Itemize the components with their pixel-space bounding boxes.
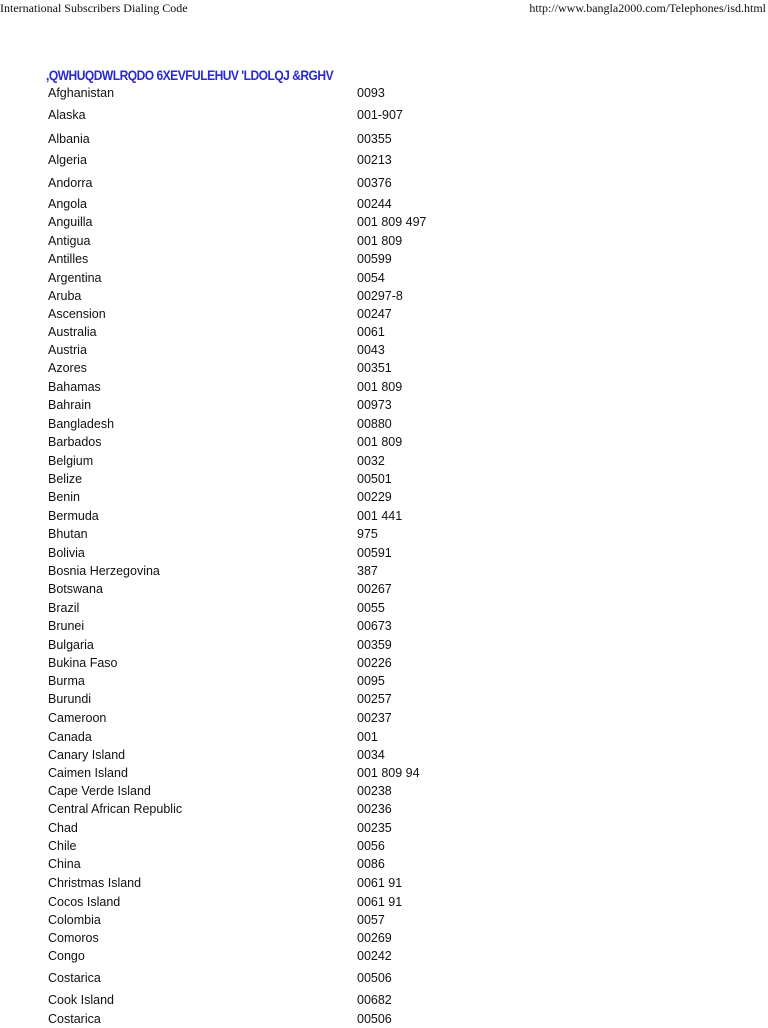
country-name: Angola [48,197,87,211]
table-row [0,305,768,323]
table-row [0,911,768,929]
dialing-code: 0061 91 [357,876,403,890]
table-row [0,195,768,213]
dialing-code: 00257 [357,692,392,706]
country-name: China [48,857,81,871]
dialing-code: 0054 [357,271,385,285]
country-name: Brazil [48,601,80,615]
table-row [0,580,768,598]
country-name: Canary Island [48,748,126,762]
dialing-code: 00242 [357,949,392,963]
country-name: Cape Verde Island [48,784,151,798]
dialing-code: 001 809 94 [357,766,420,780]
table-row [0,893,768,911]
table-row [0,359,768,377]
table-row [0,562,768,580]
table-row [0,709,768,727]
country-name: Azores [48,361,87,375]
country-name: Algeria [48,153,87,167]
table-row [0,452,768,470]
country-name: Burundi [48,692,92,706]
page-header-url: http://www.bangla2000.com/Telephones/isd.html [529,1,766,15]
table-row [0,690,768,708]
table-row [0,800,768,818]
country-name: Bangladesh [48,417,115,431]
table-row [0,819,768,837]
country-name: Bolivia [48,546,85,560]
table-row [0,84,768,102]
dialing-code: 00359 [357,638,392,652]
country-name: Bulgaria [48,638,94,652]
dialing-code: 00599 [357,252,392,266]
table-row [0,929,768,947]
country-name: Canada [48,730,92,744]
dialing-code: 387 [357,564,378,578]
country-name: Bosnia Herzegovina [48,564,160,578]
table-row [0,1010,768,1028]
dialing-code: 00880 [357,417,392,431]
table-row [0,269,768,287]
dialing-code: 001 809 [357,380,403,394]
dialing-code: 0061 [357,325,385,339]
country-name: Cook Island [48,993,115,1007]
dialing-code: 00501 [357,472,392,486]
country-name: Costarica [48,971,101,985]
dialing-code: 001 809 [357,234,403,248]
dialing-code: 00376 [357,176,392,190]
country-name: Australia [48,325,97,339]
table-row [0,991,768,1009]
dialing-code: 0032 [357,454,385,468]
table-row [0,213,768,231]
dialing-code: 00236 [357,802,392,816]
table-row [0,544,768,562]
table-row [0,617,768,635]
table-row [0,433,768,451]
dialing-code: 0034 [357,748,385,762]
country-name: Caimen Island [48,766,128,780]
dialing-code: 00973 [357,398,392,412]
country-name: Antilles [48,252,89,266]
table-row [0,470,768,488]
dialing-code: 00226 [357,656,392,670]
table-row [0,764,768,782]
country-name: Afghanistan [48,86,115,100]
table-row [0,837,768,855]
table-row [0,174,768,192]
country-name: Christmas Island [48,876,142,890]
country-name: Comoros [48,931,99,945]
dialing-code: 00229 [357,490,392,504]
dialing-code: 0055 [357,601,385,615]
table-row [0,232,768,250]
country-name: Ascension [48,307,106,321]
dialing-code: 00591 [357,546,392,560]
dialing-code: 00297-8 [357,289,403,303]
table-row [0,341,768,359]
table-row [0,728,768,746]
dialing-code: 00269 [357,931,392,945]
dialing-code: 0061 91 [357,895,403,909]
table-row [0,636,768,654]
dialing-code: 0095 [357,674,385,688]
dialing-code: 00244 [357,197,392,211]
country-name: Barbados [48,435,102,449]
dialing-code: 00267 [357,582,392,596]
dialing-code: 0056 [357,839,385,853]
table-row [0,599,768,617]
dialing-code: 00506 [357,971,392,985]
dialing-code: 001 809 497 [357,215,427,229]
page-header-title: International Subscribers Dialing Code [0,1,188,15]
country-name: Benin [48,490,80,504]
dialing-code: 001 [357,730,378,744]
document-title: ,QWHUQDWLRQDO 6XEVFULEHUV 'LDOLQJ &RGHV [46,67,334,83]
country-name: Alaska [48,108,86,122]
table-row [0,415,768,433]
table-row [0,106,768,124]
dialing-code: 00235 [357,821,392,835]
dialing-code: 975 [357,527,378,541]
country-name: Bhutan [48,527,88,541]
table-row [0,672,768,690]
table-row [0,287,768,305]
country-name: Colombia [48,913,101,927]
dialing-code: 0057 [357,913,385,927]
table-row [0,130,768,148]
table-row [0,396,768,414]
country-name: Andorra [48,176,93,190]
country-name: Chad [48,821,78,835]
country-name: Anguilla [48,215,93,229]
country-name: Belize [48,472,83,486]
table-row [0,855,768,873]
country-name: Cocos Island [48,895,121,909]
dialing-code: 0093 [357,86,385,100]
table-row [0,782,768,800]
table-row [0,378,768,396]
country-name: Belgium [48,454,94,468]
country-name: Albania [48,132,90,146]
table-row [0,323,768,341]
country-name: Burma [48,674,85,688]
country-name: Bahamas [48,380,101,394]
country-name: Botswana [48,582,103,596]
table-row [0,947,768,965]
country-name: Costarica [48,1012,101,1026]
dialing-code: 001-907 [357,108,403,122]
table-row [0,654,768,672]
dialing-code: 0043 [357,343,385,357]
country-name: Bermuda [48,509,99,523]
dialing-code: 00506 [357,1012,392,1026]
table-row [0,507,768,525]
dialing-code: 00238 [357,784,392,798]
table-row [0,746,768,764]
dialing-code: 00213 [357,153,392,167]
country-name: Austria [48,343,87,357]
dialing-code: 0086 [357,857,385,871]
country-name: Brunei [48,619,85,633]
country-name: Antigua [48,234,91,248]
table-row [0,488,768,506]
dialing-code: 00351 [357,361,392,375]
dialing-code: 00355 [357,132,392,146]
table-row [0,874,768,892]
country-name: Cameroon [48,711,107,725]
country-name: Bahrain [48,398,92,412]
dialing-code: 00237 [357,711,392,725]
dialing-code: 001 441 [357,509,403,523]
dialing-code: 001 809 [357,435,403,449]
country-name: Chile [48,839,77,853]
dialing-code: 00247 [357,307,392,321]
table-row [0,969,768,987]
country-name: Aruba [48,289,82,303]
table-row [0,525,768,543]
dialing-code: 00682 [357,993,392,1007]
table-row [0,151,768,169]
country-name: Congo [48,949,85,963]
dialing-code: 00673 [357,619,392,633]
country-name: Bukina Faso [48,656,118,670]
table-row [0,250,768,268]
country-name: Central African Republic [48,802,183,816]
country-name: Argentina [48,271,102,285]
